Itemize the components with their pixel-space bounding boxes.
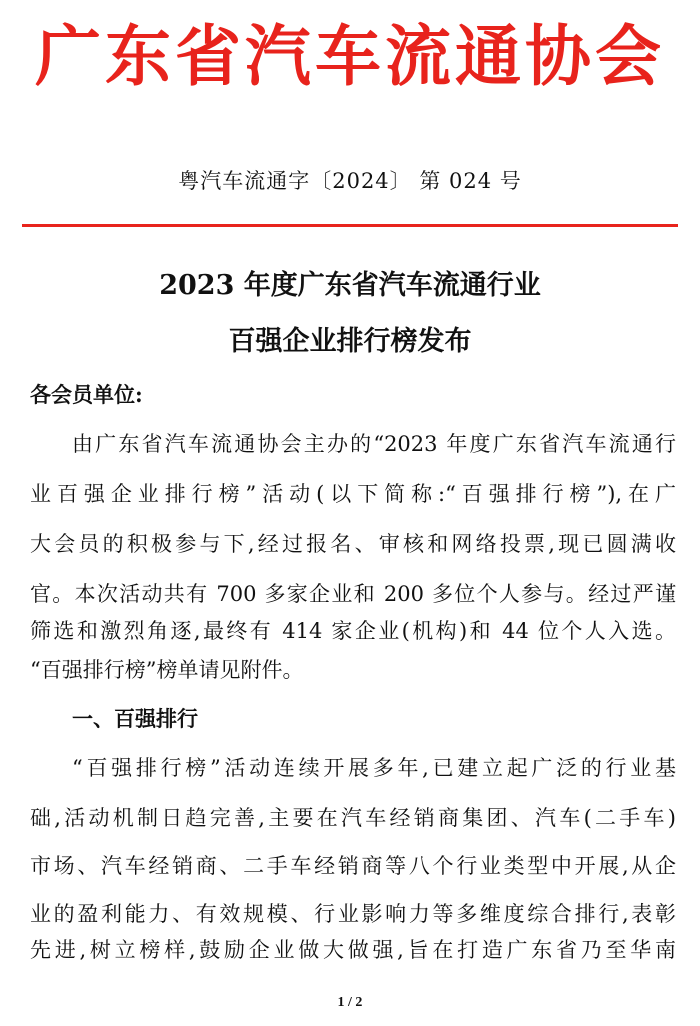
intro-paragraph-line: 由广东省汽车流通协会主办的“2023 年度广东省汽车流通行 <box>72 432 676 456</box>
page-number: 1 / 2 <box>337 995 363 1010</box>
section-paragraph-line: “百强排行榜”活动连续开展多年,已建立起广泛的行业基 <box>72 756 676 780</box>
section-heading-rankings: 一、百强排行 <box>72 706 198 731</box>
intro-paragraph-line: 大会员的积极参与下,经过报名、审核和网络投票,现已圆满收 <box>30 532 676 556</box>
organization-letterhead: 广东省汽车流通协会 <box>35 17 665 95</box>
intro-paragraph-line: 业百强企业排行榜”活动(以下简称:“百强排行榜”),在广 <box>30 482 676 506</box>
intro-paragraph-line: 官。本次活动共有 700 多家企业和 200 多位个人参与。经过严谨 <box>30 582 676 606</box>
document-title-line-2: 百强企业排行榜发布 <box>228 326 472 357</box>
section-paragraph-line: 础,活动机制日趋完善,主要在汽车经销商集团、汽车(二手车) <box>30 806 676 830</box>
document-number: 粤汽车流通字〔2024〕 第 024 号 <box>178 169 522 193</box>
section-paragraph-line: 市场、汽车经销商、二手车经销商等八个行业类型中开展,从企 <box>30 854 676 878</box>
section-paragraph-line: 业的盈利能力、有效规模、行业影响力等多维度综合排行,表彰 <box>30 902 676 926</box>
intro-paragraph-line: 筛选和激烈角逐,最终有 414 家企业(机构)和 44 位个人入选。 <box>30 619 676 643</box>
document-title-line-1: 2023 年度广东省汽车流通行业 <box>159 270 541 301</box>
intro-paragraph-line: “百强排行榜”榜单请见附件。 <box>30 658 304 682</box>
header-divider <box>22 224 678 227</box>
section-paragraph-line: 先进,树立榜样,鼓励企业做大做强,旨在打造广东省乃至华南 <box>30 938 676 962</box>
salutation: 各会员单位: <box>30 382 143 407</box>
